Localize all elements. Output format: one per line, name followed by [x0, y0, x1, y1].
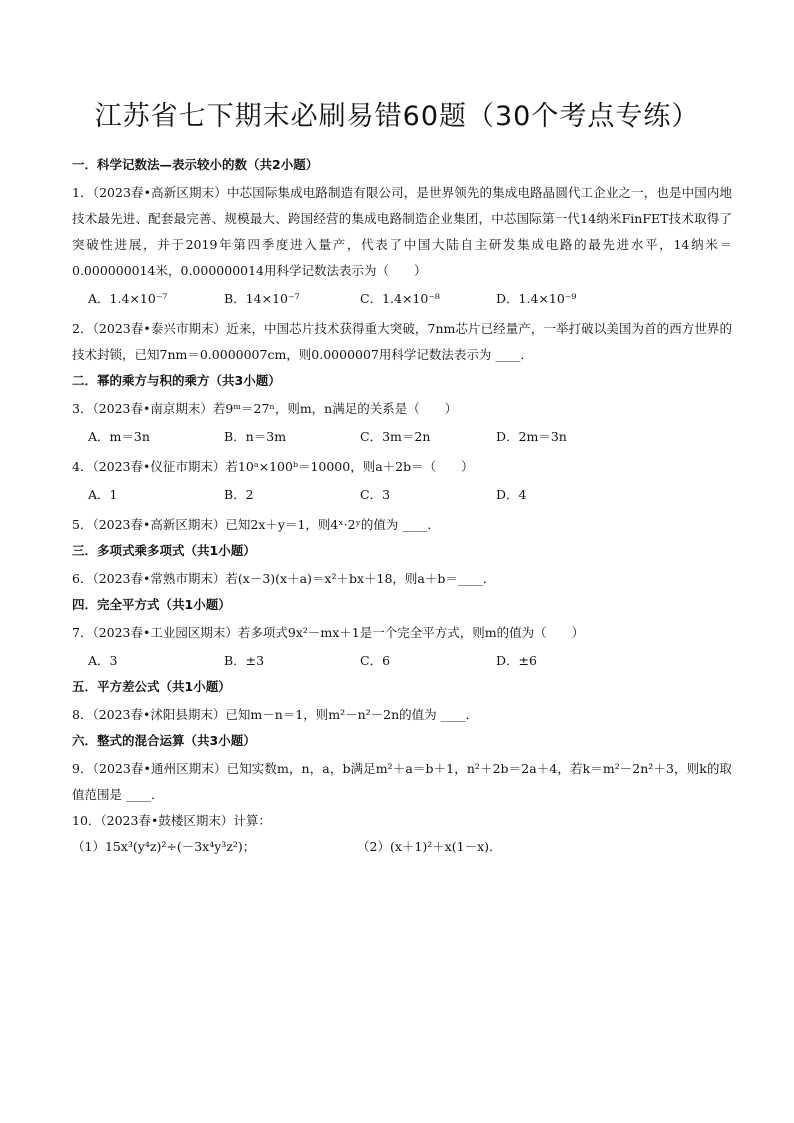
question-8: 8．（2023春•沭阳县期末）已知m－n＝1，则m²－n²－2n的值为 ____．: [72, 707, 479, 722]
question-1: 1．（2023春•高新区期末）中芯国际集成电路制造有限公司，是世界领先的集成电路晶圆代工企业之一，也是中国内地技术最先进、配套最完善、规模最大、跨国经营的集成电路制造企业集团，中芯国际第一代14纳米FinFET技术取得了突破性进展，并于2019年第四季度进入量产，代表了中国大陆自主研发集成电路的最先进水平，14纳米＝0.000000014米，0.000000014用科学记数法表示为（ ）: [72, 185, 732, 278]
page-title: 江苏省七下期末必刷易错60题（30个考点专练）: [94, 101, 700, 132]
option-b[interactable]: B．2: [224, 487, 254, 502]
option-d[interactable]: D．2m＝3n: [496, 429, 567, 444]
question-3-options: [72, 424, 732, 450]
question-7-options: [72, 648, 732, 674]
section-heading: 三．多项式乘多项式（共1小题）: [72, 543, 256, 558]
option-a[interactable]: A．1.4×10⁻⁷: [88, 291, 168, 306]
question-3: 3．（2023春•南京期末）若9ᵐ＝27ⁿ，则m，n满足的关系是（ ）: [72, 401, 458, 416]
option-d[interactable]: D．1.4×10⁻⁹: [496, 291, 577, 306]
question-5: 5．（2023春•高新区期末）已知2x＋y＝1，则4ˣ·2ʸ的值为 ____．: [72, 517, 440, 532]
option-b[interactable]: B．n＝3m: [224, 429, 287, 444]
option-a[interactable]: A．1: [88, 487, 118, 502]
option-d[interactable]: D．4: [496, 487, 527, 502]
question-10: 10．（2023春•鼓楼区期末）计算：: [72, 813, 271, 828]
question-10-parts: [72, 834, 732, 860]
question-6: 6．（2023春•常熟市期末）若(x－3)(x＋a)＝x²＋bx＋18，则a＋b＝____．: [72, 571, 496, 586]
section-heading: 一．科学记数法—表示较小的数（共2小题）: [72, 157, 319, 172]
question-7: 7．（2023春•工业园区期末）若多项式9x²－mx＋1是一个完全平方式，则m的值为（ ）: [72, 625, 585, 640]
question-2: 2．（2023春•泰兴市期末）近来，中国芯片技术获得重大突破，7nm芯片已经量产，一举打破以美国为首的西方世界的技术封锁，已知7nm＝0.0000007cm，则0.0000007用科学记数法表示为 ____．: [72, 321, 732, 362]
option-c[interactable]: C．6: [360, 653, 391, 668]
option-c[interactable]: C．3: [360, 487, 391, 502]
option-b[interactable]: B．±3: [224, 653, 265, 668]
question-4-options: [72, 482, 732, 508]
question-10-part-2: （2）(x＋1)²＋x(1－x)．: [357, 839, 502, 854]
question-9: 9．（2023春•通州区期末）已知实数m，n，a，b满足m²＋a＝b＋1，n²＋2b＝2a＋4，若k＝m²－2n²＋3，则k的取值范围是 ____．: [72, 761, 732, 802]
section-heading: 六．整式的混合运算（共3小题）: [72, 733, 256, 748]
question-1-options: [72, 286, 732, 312]
option-d[interactable]: D．±6: [496, 653, 537, 668]
option-b[interactable]: B．14×10⁻⁷: [224, 291, 300, 306]
section-heading: 四．完全平方式（共1小题）: [72, 597, 231, 612]
question-10-part-1: （1）15x³(y⁴z)²÷(－3x⁴y³z²)；: [72, 839, 256, 854]
option-a[interactable]: A．3: [88, 653, 118, 668]
question-4: 4．（2023春•仪征市期末）若10ᵃ×100ᵇ＝10000，则a＋2b＝（ ）: [72, 459, 474, 474]
section-heading: 二．幂的乘方与积的乘方（共3小题）: [72, 373, 281, 388]
option-a[interactable]: A．m＝3n: [88, 429, 150, 444]
section-heading: 五．平方差公式（共1小题）: [72, 679, 231, 694]
option-c[interactable]: C．3m＝2n: [360, 429, 431, 444]
option-c[interactable]: C．1.4×10⁻⁸: [360, 291, 440, 306]
document-body: [72, 152, 732, 860]
